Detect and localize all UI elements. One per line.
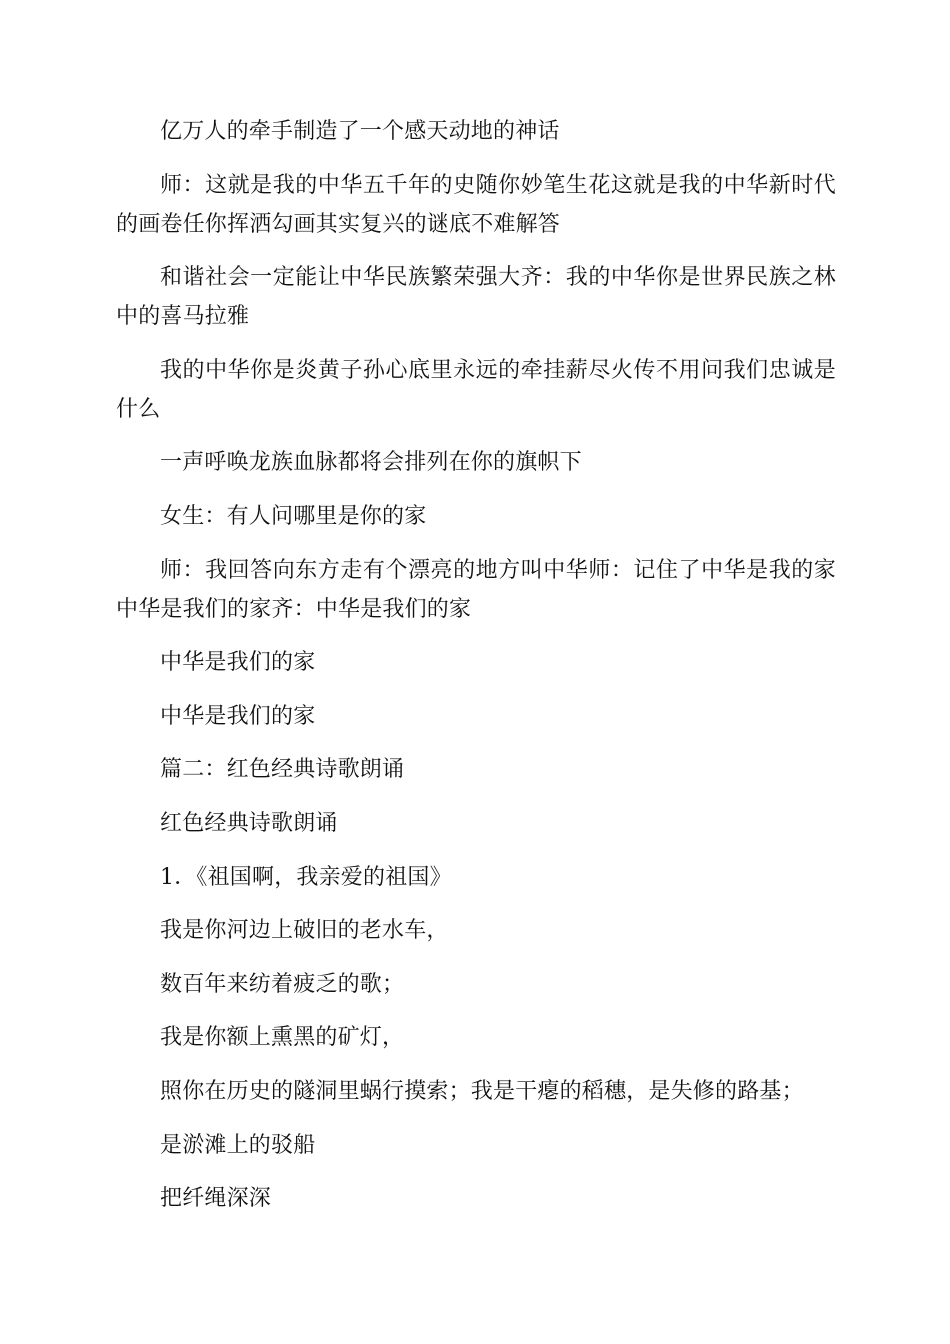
poem-line: 我是你额上熏黑的矿灯，	[160, 1025, 405, 1051]
poem-title: 1．《祖国啊，我亲爱的祖国》	[160, 864, 452, 890]
poem-line: 照你在历史的隧洞里蜗行摸索；我是干瘪的稻穗，是失修的路基；	[160, 1078, 804, 1104]
paragraph: 亿万人的牵手制造了一个感天动地的神话	[160, 119, 560, 144]
paragraph: 师：这就是我的中华五千年的史随你妙笔生花这就是我的中华新时代的画卷任你挥洒勾画其实复兴的谜底不难解答	[116, 172, 836, 237]
poem-line: 把纤绳深深	[160, 1186, 272, 1212]
poem-line: 数百年来纺着疲乏的歌；	[160, 971, 405, 997]
section-heading: 篇二：红色经典诗歌朗诵	[160, 757, 405, 783]
document-page	[116, 112, 836, 1233]
paragraph: 我的中华你是炎黄子孙心底里永远的牵挂薪尽火传不用问我们忠诚是什么	[116, 357, 836, 422]
paragraph: 和谐社会一定能让中华民族繁荣强大齐：我的中华你是世界民族之林中的喜马拉雅	[116, 265, 836, 330]
paragraph: 红色经典诗歌朗诵	[160, 810, 338, 836]
poem-line: 是淤滩上的驳船	[160, 1132, 316, 1158]
paragraph: 中华是我们的家	[160, 650, 316, 676]
paragraph: 一声呼唤龙族血脉都将会排列在你的旗帜下	[160, 450, 582, 476]
poem-line: 我是你河边上破旧的老水车，	[160, 918, 449, 944]
paragraph: 中华是我们的家	[160, 703, 316, 729]
paragraph: 女生：有人问哪里是你的家	[160, 503, 427, 529]
paragraph: 师：我回答向东方走有个漂亮的地方叫中华师：记住了中华是我的家中华是我们的家齐：中华是我们的家	[116, 557, 836, 622]
